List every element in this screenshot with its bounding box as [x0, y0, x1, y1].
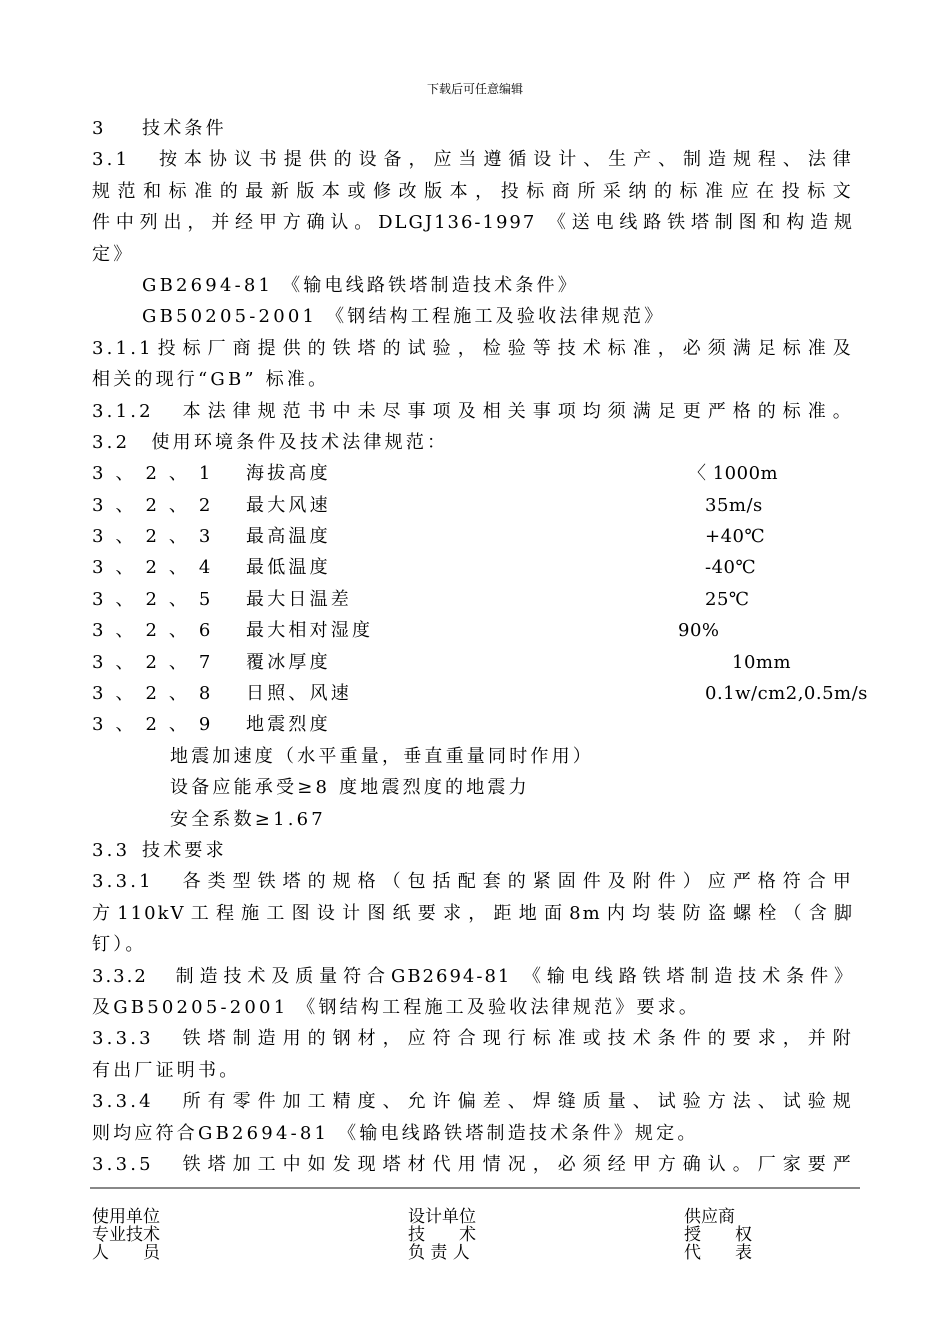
footer-column-supplier: [684, 1208, 752, 1262]
paragraph-line: 3.1.1投标厂商提供的铁塔的试验，检验等技术标准，必须满足标准及: [92, 337, 854, 359]
paragraph-line: 相关的现行“GB” 标准。: [92, 369, 330, 391]
condition-name: 最大风速: [246, 494, 331, 516]
condition-row: [92, 647, 854, 678]
section-heading: [92, 835, 854, 866]
paragraph-line: 3.3.4 所有零件加工精度、允许偏差、焊缝质量、试验方法、试验规: [92, 1091, 854, 1113]
condition-name: 日照、风速: [246, 683, 352, 705]
paragraph-line: 钉）。: [92, 934, 147, 956]
condition-number: 3、2、1: [92, 463, 223, 485]
footer-label: 负 责 人: [408, 1243, 470, 1263]
paragraph-line: 定》: [92, 243, 135, 265]
condition-row: [92, 552, 854, 583]
footer-label: 专业技术: [92, 1225, 160, 1245]
condition-number: 3、2、2: [92, 494, 223, 516]
paragraph-line: 有出厂证明书。: [92, 1059, 241, 1081]
seismic-note: 地震加速度（水平重量，垂直重量同时作用）: [170, 745, 594, 767]
condition-value: 〈 1000m: [688, 463, 779, 485]
condition-row: [92, 521, 854, 552]
paragraph-line: 3.3.3 铁塔制造用的钢材，应符合现行标准或技术条件的要求，并附: [92, 1028, 854, 1050]
condition-number: 3、2、9: [92, 714, 223, 736]
condition-name: 覆冰厚度: [246, 651, 331, 673]
condition-value: +40℃: [705, 526, 766, 548]
section-number: 3: [92, 118, 107, 139]
seismic-note: 设备应能承受≥8 度地震烈度的地震力: [170, 777, 530, 799]
condition-number: 3、2、3: [92, 526, 223, 548]
condition-name: 最大日温差: [246, 588, 352, 610]
condition-value: 35m/s: [705, 494, 763, 516]
paragraph-line: 方110kV工程施工图设计图纸要求，距地面8m内均装防盗螺栓（含脚: [92, 902, 854, 924]
condition-number: 3、2、5: [92, 588, 223, 610]
condition-value: 10mm: [732, 651, 792, 673]
paragraph-line: 及GB50205-2001 《钢结构工程施工及验收法律规范》要求。: [92, 996, 701, 1018]
condition-number: 3、2、7: [92, 651, 223, 673]
footer-label: 使用单位: [92, 1207, 160, 1227]
footer-column-design: [408, 1208, 476, 1262]
footer-label: 代 表: [684, 1243, 752, 1263]
paragraph-line: 规范和标准的最新版本或修改版本，投标商所采纳的标准应在投标文: [92, 180, 854, 202]
condition-name: 最低温度: [246, 557, 331, 579]
paragraph-line: 3.3.2 制造技术及质量符合GB2694-81 《输电线路铁塔制造技术条件》: [92, 965, 854, 987]
paragraph-line: 件中列出，并经甲方确认。DLGJ136-1997 《送电线路铁塔制图和构造规: [92, 212, 854, 234]
footer-column-user: [92, 1208, 160, 1262]
footer-label: 授 权: [684, 1225, 752, 1245]
condition-name: 最大相对湿度: [246, 620, 374, 642]
standard-item: GB50205-2001 《钢结构工程施工及验收法律规范》: [142, 306, 666, 328]
condition-row: [92, 615, 854, 646]
paragraph-line: 3.1.2 本法律规范书中未尽事项及相关事项均须满足更严格的标准。: [92, 400, 854, 422]
footer-label: 人 员: [92, 1243, 160, 1263]
condition-name: 地震烈度: [246, 714, 331, 736]
standard-item: GB2694-81 《输电线路铁塔制造技术条件》: [142, 274, 579, 296]
condition-name: 海拔高度: [246, 463, 331, 485]
footer-label: 供应商: [684, 1207, 735, 1227]
section-number: 3.3: [92, 839, 131, 861]
paragraph-line: 则均应符合GB2694-81 《输电线路铁塔制造技术条件》规定。: [92, 1122, 699, 1144]
section-title: 技术要求: [142, 839, 227, 861]
condition-number: 3、2、6: [92, 620, 223, 642]
condition-value: -40℃: [705, 557, 757, 579]
condition-row: [92, 458, 854, 489]
footer-label: 技 术: [408, 1225, 476, 1245]
paragraph-line: 3.2 使用环境条件及技术法律规范：: [92, 431, 449, 453]
page-header: 下载后可任意编辑: [426, 82, 523, 96]
footer-label: 设计单位: [408, 1207, 476, 1227]
paragraph-line: 3.3.5 铁塔加工中如发现塔材代用情况，必须经甲方确认。厂家要严: [92, 1153, 854, 1175]
condition-row: [92, 709, 854, 740]
condition-value: 25℃: [705, 588, 750, 610]
condition-row: [92, 490, 854, 521]
condition-value: 90%: [678, 620, 720, 642]
paragraph-line: 3.3.1 各类型铁塔的规格（包括配套的紧固件及附件）应严格符合甲: [92, 871, 854, 893]
section-title: 技术条件: [142, 118, 227, 139]
seismic-note: 安全系数≥1.67: [170, 808, 326, 830]
condition-value: 0.1w/cm2,0.5m/s: [705, 683, 868, 705]
condition-name: 最高温度: [246, 526, 331, 548]
condition-row: [92, 584, 854, 615]
paragraph-line: 3.1 按本协议书提供的设备，应当遵循设计、生产、制造规程、法律: [92, 149, 854, 171]
condition-row: [92, 678, 868, 709]
condition-number: 3、2、4: [92, 557, 223, 579]
document-body: [92, 113, 868, 1180]
footer-divider: [90, 1187, 860, 1189]
section-heading: [92, 113, 854, 144]
condition-number: 3、2、8: [92, 683, 223, 705]
